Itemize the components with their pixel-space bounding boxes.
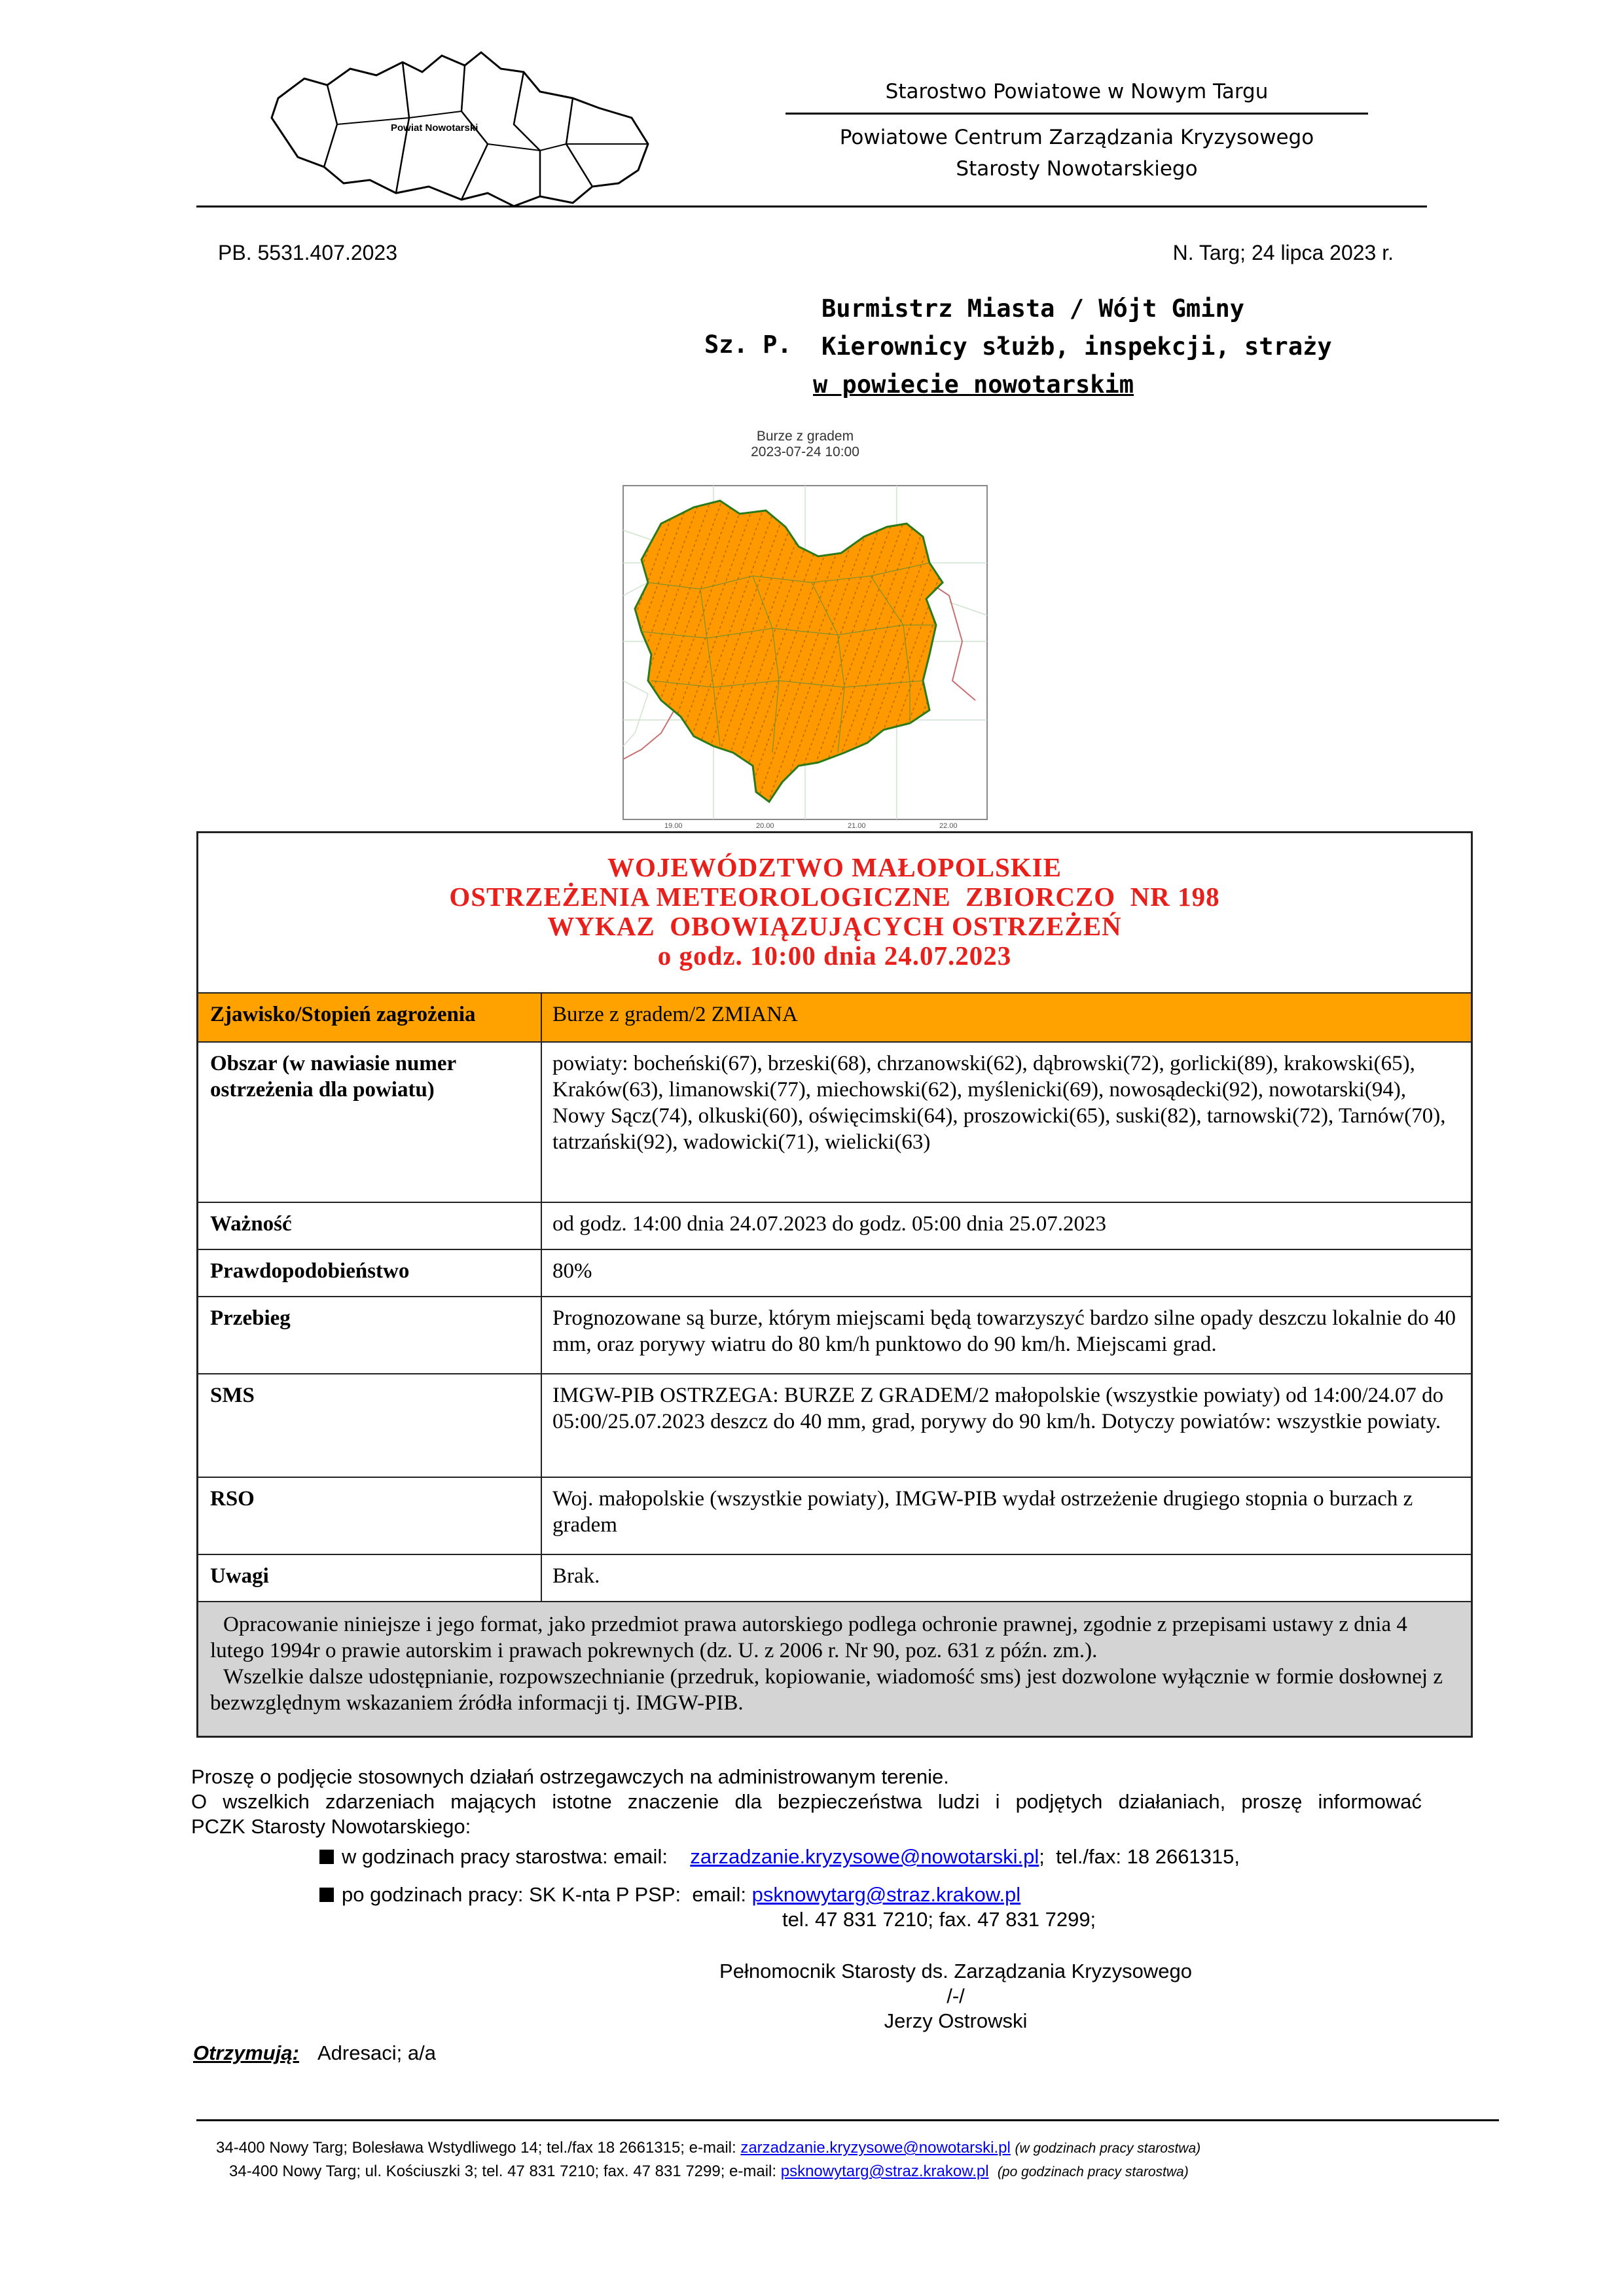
copyright-notice (198, 1602, 1471, 1736)
copyright-paragraph-2: Wszelkie dalsze udostępnianie, rozpowszechnianie (przedruk, kopiowanie, wiadomość sms) jest dozwolone wyłącznie w formie dosłownej z bezwzględnym wskazaniem źródła informacji tj. IMGW-PIB. (210, 1665, 1443, 1715)
row-value: 80% (552, 1259, 592, 1283)
row-label: Przebieg (198, 1297, 542, 1373)
info-text-line-2: PCZK Starosty Nowotarskiego: (191, 1815, 471, 1838)
map-axis-label: 19.00 (664, 822, 683, 830)
row-label: Obszar (w nawiasie numer ostrzeżenia dla powiatu) (198, 1043, 542, 1202)
footer-email-link[interactable]: zarzadzanie.kryzysowe@nowotarski.pl (740, 2139, 1011, 2157)
map-caption (733, 429, 877, 460)
row-label: Zjawisko/Stopień zagrożenia (198, 994, 542, 1041)
row-value: Brak. (552, 1564, 600, 1588)
crisis-centre-line-1: Powiatowe Centrum Zarządzania Kryzysowego (839, 126, 1314, 149)
footer-note: (po godzinach pracy starostwa) (997, 2164, 1189, 2179)
email-link-crisis[interactable]: zarzadzanie.kryzysowe@nowotarski.pl (690, 1845, 1039, 1868)
addressee-line-2: Kierownicy służb, inspekcji, straży (821, 332, 1332, 361)
request-text: Proszę o podjęcie stosownych działań ostrzegawczych na administrowanym terenie. (191, 1765, 949, 1788)
crisis-centre-line-2: Starosty Nowotarskiego (956, 157, 1198, 181)
map-axis-label: 21.00 (848, 822, 866, 830)
warning-title-region: WOJEWÓDZTWO MAŁOPOLSKIE (607, 852, 1062, 882)
footer-line-2 (229, 2161, 1189, 2183)
row-value: IMGW-PIB OSTRZEGA: BURZE Z GRADEM/2 małopolskie (wszystkie powiaty) od 14:00/24.07 do 05:00/25.07.2023 deszcz do 40 mm, grad, porywy do 90 km/h. Dotyczy powiatów: wszystkie powiaty. (552, 1384, 1444, 1433)
signature-mark: /-/ (947, 1984, 965, 2007)
crisis-centre-name (785, 122, 1368, 185)
row-label: Ważność (198, 1203, 542, 1249)
row-value: powiaty: bocheński(67), brzeski(68), chrzanowski(62), dąbrowski(72), gorlicki(89), krakowski(65), Kraków(63), limanowski(77), miechowski(62), myślenicki(69), nowosądecki(92), nowotarski(94), Nowy Sącz(74), olkuski(60), oświęcimski(64), proszowicki(65), suski(82), tarnowski(72), Tarnów(70), tatrzański(92), wadowicki(71), wielicki(63) (552, 1052, 1446, 1154)
warning-title-time: o godz. 10:00 dnia 24.07.2023 (657, 941, 1012, 971)
table-row-phenomenon (198, 994, 1471, 1043)
warning-title-list: WYKAZ OBOWIĄZUJĄCYCH OSTRZEŻEŃ (547, 911, 1122, 941)
contact-suffix: ; tel./fax: 18 2661315, (1039, 1845, 1240, 1868)
square-bullet-icon (319, 1850, 334, 1864)
copyright-paragraph-1: Opracowanie niniejsze i jego format, jako przedmiot prawa autorskiego podlega ochronie prawnej, zgodnie z przepisami ustawy z dnia 4 lutego 1994r o prawie autorskim i prawach pokrewnych (dz. U. z 2006 r. Nr 90, poz. 631 z późn. zm.). (210, 1613, 1407, 1662)
row-label: SMS (198, 1374, 542, 1477)
map-caption-title: Burze z gradem (756, 429, 854, 444)
signature-role: Pełnomocnik Starosty ds. Zarządzania Kryzysowego (719, 1960, 1192, 1982)
header-divider (785, 113, 1368, 115)
table-row-probability (198, 1250, 1471, 1297)
row-value: Prognozowane są burze, którym miejscami będą towarzyszyć bardzo silne opady deszczu lokalnie do 40 mm, oraz porywy wiatru do 80 km/h punktowo do 90 km/h. Miejscami grad. (552, 1306, 1456, 1356)
map-axis-label: 20.00 (756, 822, 774, 830)
map-axis-label: 22.00 (939, 822, 958, 830)
table-row-sms (198, 1374, 1471, 1478)
footer-note: (w godzinach pracy starostwa) (1015, 2141, 1201, 2156)
contact-bullet-office-hours (319, 1844, 1240, 1869)
row-value: Woj. małopolskie (wszystkie powiaty), IMGW-PIB wydał ostrzeżenie drugiego stopnia o burzach z gradem (552, 1487, 1413, 1537)
row-label: RSO (198, 1478, 542, 1554)
recipients-label: Otrzymują: (193, 2041, 299, 2064)
warning-title-summary: OSTRZEŻENIA METEOROLOGICZNE ZBIORCZO NR 198 (449, 882, 1220, 912)
footer-email-link[interactable]: psknowytarg@straz.krakow.pl (780, 2162, 989, 2180)
row-label: Prawdopodobieństwo (198, 1250, 542, 1296)
table-row-area (198, 1043, 1471, 1203)
row-label: Uwagi (198, 1555, 542, 1601)
square-bullet-icon (319, 1888, 334, 1902)
contact-prefix: w godzinach pracy starostwa: email: (342, 1845, 668, 1868)
info-text-line-1: O wszelkich zdarzeniach mających istotne znaczenie dla bezpieczeństwa ludzi i podjętych działaniach, proszę informować (191, 1790, 1422, 1813)
footer-line-1 (216, 2137, 1200, 2160)
email-link-fire-service[interactable]: psknowytarg@straz.krakow.pl (751, 1883, 1021, 1906)
contact-bullet-after-hours (319, 1882, 1020, 1907)
warning-map (622, 484, 988, 831)
reference-number: PB. 5531.407.2023 (218, 241, 398, 264)
salutation: Sz. P. (704, 331, 792, 359)
header-bottom-rule (196, 206, 1427, 207)
after-hours-phone: tel. 47 831 7210; fax. 47 831 7299; (782, 1908, 1096, 1931)
place-date: N. Targ; 24 lipca 2023 r. (1172, 241, 1394, 264)
logo-label: Powiat Nowotarski (391, 122, 478, 134)
footer-address: 34-400 Nowy Targ; ul. Kościuszki 3; tel. 47 831 7210; fax. 47 831 7299; e-mail: (229, 2162, 777, 2180)
footer-address: 34-400 Nowy Targ; Bolesława Wstydliwego 14; tel./fax 18 2661315; e-mail: (216, 2139, 736, 2157)
table-row-validity (198, 1203, 1471, 1250)
addressee-line-1: Burmistrz Miasta / Wójt Gminy (821, 295, 1245, 323)
contact-prefix: po godzinach pracy: SK K-nta P PSP: email: (342, 1883, 747, 1906)
signature-name: Jerzy Ostrowski (884, 2009, 1028, 2032)
recipients-value: Adresaci; a/a (317, 2041, 436, 2064)
county-map-logo (265, 46, 664, 209)
map-caption-datetime: 2023-07-24 10:00 (751, 444, 859, 459)
office-name: Starostwo Powiatowe w Nowym Targu (885, 80, 1269, 103)
table-row-notes (198, 1555, 1471, 1602)
row-value: od godz. 14:00 dnia 24.07.2023 do godz. 05:00 dnia 25.07.2023 (552, 1212, 1107, 1236)
addressee-line-3: w powiecie nowotarskim (813, 370, 1134, 399)
warning-table (196, 831, 1473, 1738)
table-row-course (198, 1297, 1471, 1374)
row-value: Burze z gradem/2 ZMIANA (552, 1003, 798, 1026)
table-row-rso (198, 1478, 1471, 1555)
warning-heading (198, 833, 1471, 994)
footer-rule (196, 2119, 1499, 2121)
